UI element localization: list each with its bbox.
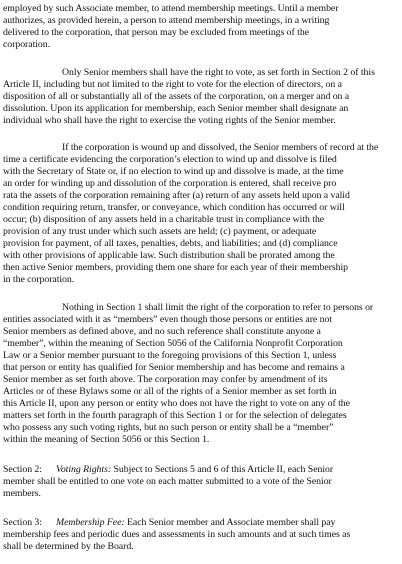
- text-line: Senior members as defined above, and no such reference shall constitute anyone a: [3, 326, 321, 337]
- text-line: this Article II, upon any person or entity who does not have the right to vote on any of the: [3, 398, 350, 409]
- text-line: delivered to the corporation, that person may be excluded from meetings of the: [3, 27, 309, 38]
- text-line: entities associated with it as “members” even though those persons or entities are not: [3, 314, 332, 325]
- section-title: Voting Rights:: [55, 464, 112, 475]
- text-line: members.: [3, 488, 41, 499]
- section-title: Membership Fee:: [55, 517, 125, 528]
- text-line: disposition of all or substantially all of the assets of the corporation, on a merger and on a: [3, 91, 350, 102]
- text-line: provision of any trust under which such assets are held; (c) payment, or adequate: [3, 226, 317, 237]
- text-line: employed by such Associate member, to attend membership meetings. Until a member: [3, 3, 339, 14]
- text-line: If the corporation is wound up and dissolved, the Senior members of record at the: [62, 142, 379, 153]
- text-line: Nothing in Section 1 shall limit the right of the corporation to refer to persons or: [62, 302, 374, 313]
- text-line: individual who shall have the right to exercise the voting rights of the Senior member.: [3, 115, 336, 126]
- text-line: with other provisions of applicable law. Such distribution shall be prorated among the: [3, 250, 335, 261]
- text-line: with the Secretary of State or, if no election to wind up and dissolve is made, at the time: [3, 166, 344, 177]
- text-line: Articles or of these Bylaws some or all of the rights of a Senior member as set forth in: [3, 386, 337, 397]
- section-number: Section 3:: [3, 517, 42, 528]
- text-line: member shall be entitled to one vote on each matter submitted to a vote of the Senior: [3, 476, 332, 487]
- text-line: occur; (b) disposition of any assets held in a charitable trust in compliance with the: [3, 214, 325, 225]
- text-line: who possess any such voting rights, but no such person or entity shall be a “member”: [3, 422, 334, 433]
- text-line: “member”, within the meaning of Section 5056 of the California Nonprofit Corporation: [3, 338, 343, 349]
- text-line: then active Senior members, providing them one share for each year of their membership: [3, 262, 349, 273]
- text-line: Only Senior members shall have the right to vote, as set forth in Section 2 of this: [62, 67, 375, 78]
- section-heading-line: [3, 464, 333, 476]
- section-first-line: Each Senior member and Associate member shall pay: [127, 517, 336, 528]
- text-line: Senior member as set forth above. The corporation may confer by amendment of its: [3, 374, 328, 385]
- text-line: in the corporation.: [3, 274, 75, 285]
- section-first-line: Subject to Sections 5 and 6 of this Article II, each Senior: [113, 464, 334, 475]
- text-line: within the meaning of Section 5056 or this Section 1.: [3, 434, 210, 445]
- text-line: condition requiring return, transfer, or conveyance, which condition has occurred or will: [3, 202, 345, 213]
- section-heading-line: [3, 517, 335, 529]
- text-line: membership fees and periodic dues and assessments in such amounts and at such times as: [3, 529, 351, 540]
- section-number: Section 2:: [3, 464, 42, 475]
- text-line: rata the assets of the corporation remaining after (a) return of any assets held upon a valid: [3, 190, 350, 201]
- text-line: authorizes, as provided herein, a person to attend membership meetings, in a writing: [3, 15, 330, 26]
- text-line: Law or a Senior member pursuant to the foregoing provisions of this Section 1, unless: [3, 350, 337, 361]
- text-line: shall be determined by the Board.: [3, 541, 134, 552]
- text-line: provision for payment, of all taxes, penalties, debts, and liabilities; and (d) compliance: [3, 238, 338, 249]
- text-line: dissolution. Upon its application for membership, each Senior member shall designate an: [3, 103, 349, 114]
- text-line: matters set forth in the fourth paragraph of this Section 1 or for the selection of delegates: [3, 410, 347, 421]
- text-line: Article II, including but not limited to the right to vote for the election of directors, on a: [3, 79, 342, 90]
- text-line: that person or entity has qualified for Senior membership and has become and remains a: [3, 362, 345, 373]
- text-line: an order for winding up and dissolution of the corporation is entered, shall receive pro: [3, 178, 337, 189]
- text-line: corporation.: [3, 39, 51, 50]
- text-line: time a certificate evidencing the corporation’s election to wind up and dissolve is filed: [3, 154, 337, 165]
